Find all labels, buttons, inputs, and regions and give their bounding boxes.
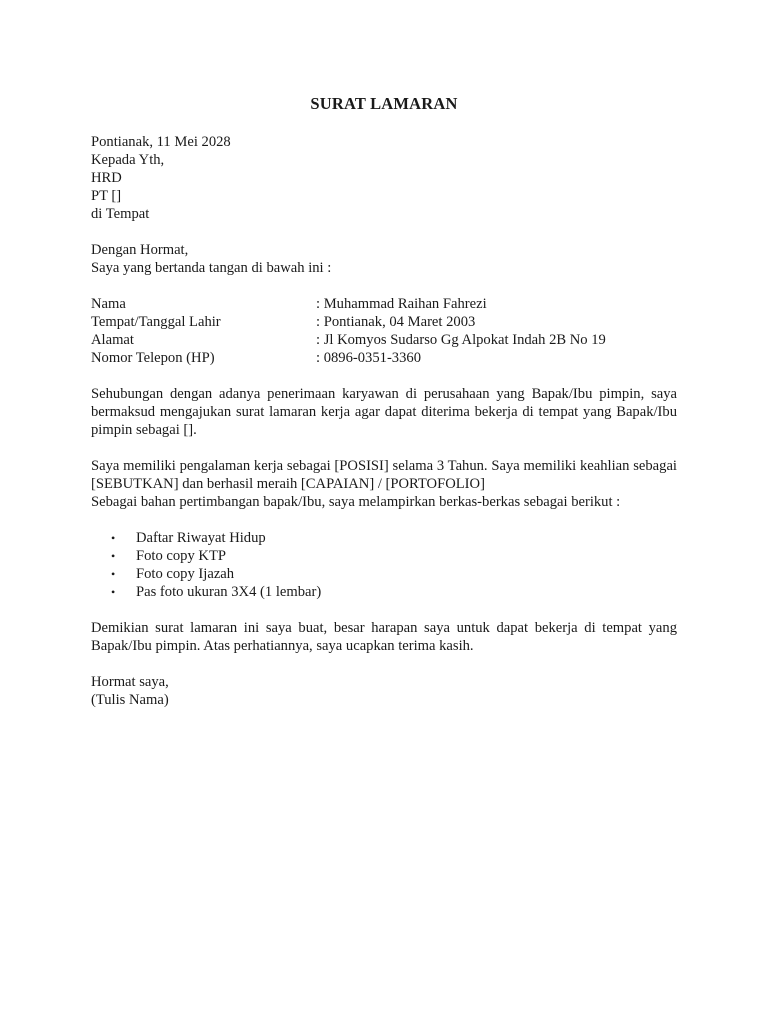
regards: Hormat saya, [91,674,169,690]
identity-label: Alamat [91,332,134,348]
location: di Tempat [91,206,150,222]
identity-row [91,313,677,331]
paragraph-attachments-intro: Sebagai bahan pertimbangan bapak/Ibu, saya melampirkan berkas-berkas sebagai berikut : [91,494,621,510]
bullet-icon: • [111,567,116,581]
paragraph-experience: Saya memiliki pengalaman kerja sebagai [POSISI] selama 3 Tahun. Saya memiliki keahlian sebagai [SEBUTKAN] dan berhasil meraih [CAPAIAN] / [PORTOFOLIO] [91,458,677,492]
paragraph-purpose: Sehubungan dengan adanya penerimaan karyawan di perusahaan yang Bapak/Ibu pimpin, saya bermaksud mengajukan surat lamaran kerja agar dapat diterima bekerja di tempat yang Bapak/Ibu pimpin sebagai []. [91,386,677,438]
to-line: Kepada Yth, [91,152,165,168]
opening [91,241,677,277]
list-item-text: Foto copy KTP [136,548,226,564]
letter-title: SURAT LAMARAN [310,94,458,113]
identity-value: : 0896-0351-3360 [316,350,421,366]
list-item-text: Pas foto ukuran 3X4 (1 lembar) [136,584,322,600]
identity-label: Tempat/Tanggal Lahir [91,314,221,330]
intro-text: Saya yang bertanda tangan di bawah ini : [91,260,332,276]
bullet-icon: • [111,531,116,545]
list-item [91,583,677,601]
identity-value: : Muhammad Raihan Fahrezi [316,296,487,312]
letter-header [91,133,677,223]
identity-value: : Pontianak, 04 Maret 2003 [316,314,476,330]
identity-row [91,295,677,313]
identity-label: Nomor Telepon (HP) [91,350,215,366]
letter-page [91,94,677,709]
list-item-text: Daftar Riwayat Hidup [136,530,266,546]
bullet-icon: • [111,585,116,599]
identity-label: Nama [91,296,126,312]
list-item-text: Foto copy Ijazah [136,566,235,582]
signer-name: (Tulis Nama) [91,692,169,708]
greeting: Dengan Hormat, [91,242,189,258]
place-date: Pontianak, 11 Mei 2028 [91,134,231,150]
identity-table [91,295,677,367]
recipient: HRD [91,170,122,186]
list-item [91,547,677,565]
identity-row [91,331,677,349]
list-item [91,565,677,583]
identity-row [91,349,677,367]
paragraph-closing: Demikian surat lamaran ini saya buat, besar harapan saya untuk dapat bekerja di tempat yang Bapak/Ibu pimpin. Atas perhatiannya, saya ucapkan terima kasih. [91,620,677,654]
bullet-icon: • [111,549,116,563]
signature-block [91,673,677,709]
list-item [91,529,677,547]
identity-value: : Jl Komyos Sudarso Gg Alpokat Indah 2B No 19 [316,332,606,348]
company: PT [] [91,188,122,204]
attachment-list [91,529,677,601]
